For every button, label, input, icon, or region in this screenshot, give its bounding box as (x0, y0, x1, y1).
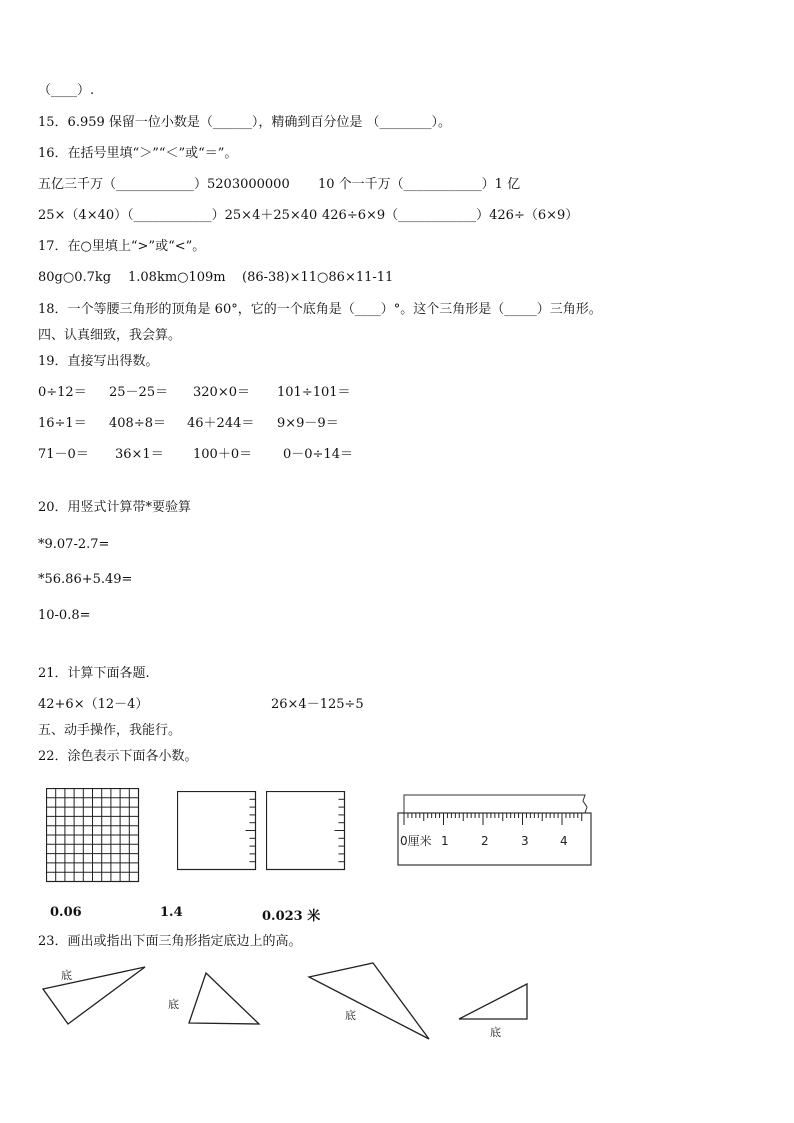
question-19: 19．直接写出得数。 (38, 354, 159, 369)
triangle-figure-3 (305, 960, 433, 1042)
question-20a: *9.07-2.7= (38, 537, 110, 552)
question-18: 18．一个等腰三角形的顶角是 60°，它的一个底角是（____）°。这个三角形是（_____）三角形。 (38, 302, 602, 317)
question-16d: 426÷6×9（____________）426÷（6×9） (322, 208, 579, 223)
section-4-heading: 四、认真细致，我会算。 (38, 328, 182, 343)
calc-item: 71－0＝ (38, 447, 89, 462)
question-21b: 26×4－125÷5 (271, 697, 364, 712)
ruler-tick-label: 3 (521, 834, 529, 848)
question-16: 16．在括号里填“＞”“＜”或“＝”。 (38, 146, 238, 161)
calc-item: 100＋0＝ (193, 447, 253, 462)
calc-item: 46＋244＝ (187, 416, 255, 431)
calc-item: 101÷101＝ (277, 385, 351, 400)
question-17c: (86-38)×11○86×11-11 (242, 270, 394, 285)
calc-item: 0－0÷14＝ (283, 447, 353, 462)
question-17b: 1.08km○109m (128, 270, 226, 285)
tenths-square-figure-2 (266, 791, 348, 871)
decimal-label-2: 1.4 (160, 905, 183, 920)
decimal-label-1: 0.06 (50, 905, 82, 920)
question-21: 21．计算下面各题. (38, 666, 150, 681)
calc-item: 0÷12＝ (38, 385, 87, 400)
question-20b: *56.86+5.49= (38, 572, 133, 587)
decimal-label-3: 0.023 米 (262, 909, 321, 924)
ruler-tick-label: 2 (481, 834, 489, 848)
ruler-unit-label: 0厘米 (400, 834, 432, 848)
ruler-figure (397, 793, 593, 869)
calc-item: 16÷1＝ (38, 416, 87, 431)
hundred-grid-figure (46, 788, 140, 883)
question-15: 15．6.959 保留一位小数是（______），精确到百分位是 （________）。 (38, 115, 452, 130)
calc-item: 9×9－9＝ (277, 416, 339, 431)
tenths-square-figure-1 (177, 791, 259, 871)
fill-blank-answer: （____）. (38, 83, 95, 98)
section-5-heading: 五、动手操作，我能行。 (38, 723, 182, 738)
base-label: 底 (168, 998, 179, 1011)
calc-item: 36×1＝ (115, 447, 164, 462)
ruler-tick-label: 4 (560, 834, 568, 848)
question-22: 22．涂色表示下面各小数。 (38, 749, 198, 764)
triangle-figure-1 (40, 962, 150, 1028)
calc-item: 25－25＝ (109, 385, 169, 400)
question-20c: 10-0.8= (38, 608, 91, 623)
base-label: 底 (61, 969, 72, 982)
question-16c: 25×（4×40）（____________）25×4＋25×40 (38, 208, 318, 223)
question-16b: 10 个一千万（____________）1 亿 (318, 177, 521, 192)
triangle-figure-2 (186, 970, 264, 1028)
question-17a: 80g○0.7kg (38, 270, 112, 285)
question-21a: 42+6×（12－4） (38, 697, 149, 712)
ruler-tick-label: 1 (441, 834, 449, 848)
question-17: 17．在○里填上“>”或“<”。 (38, 239, 206, 254)
triangle-figure-4 (456, 981, 532, 1023)
question-16a: 五亿三千万（____________）5203000000 (38, 177, 290, 192)
calc-item: 408÷8＝ (109, 416, 166, 431)
calc-item: 320×0＝ (193, 385, 250, 400)
question-23: 23．画出或指出下面三角形指定底边上的高。 (38, 934, 302, 949)
base-label: 底 (345, 1009, 356, 1022)
base-label: 底 (490, 1026, 501, 1039)
question-20: 20．用竖式计算带*要验算 (38, 500, 192, 515)
